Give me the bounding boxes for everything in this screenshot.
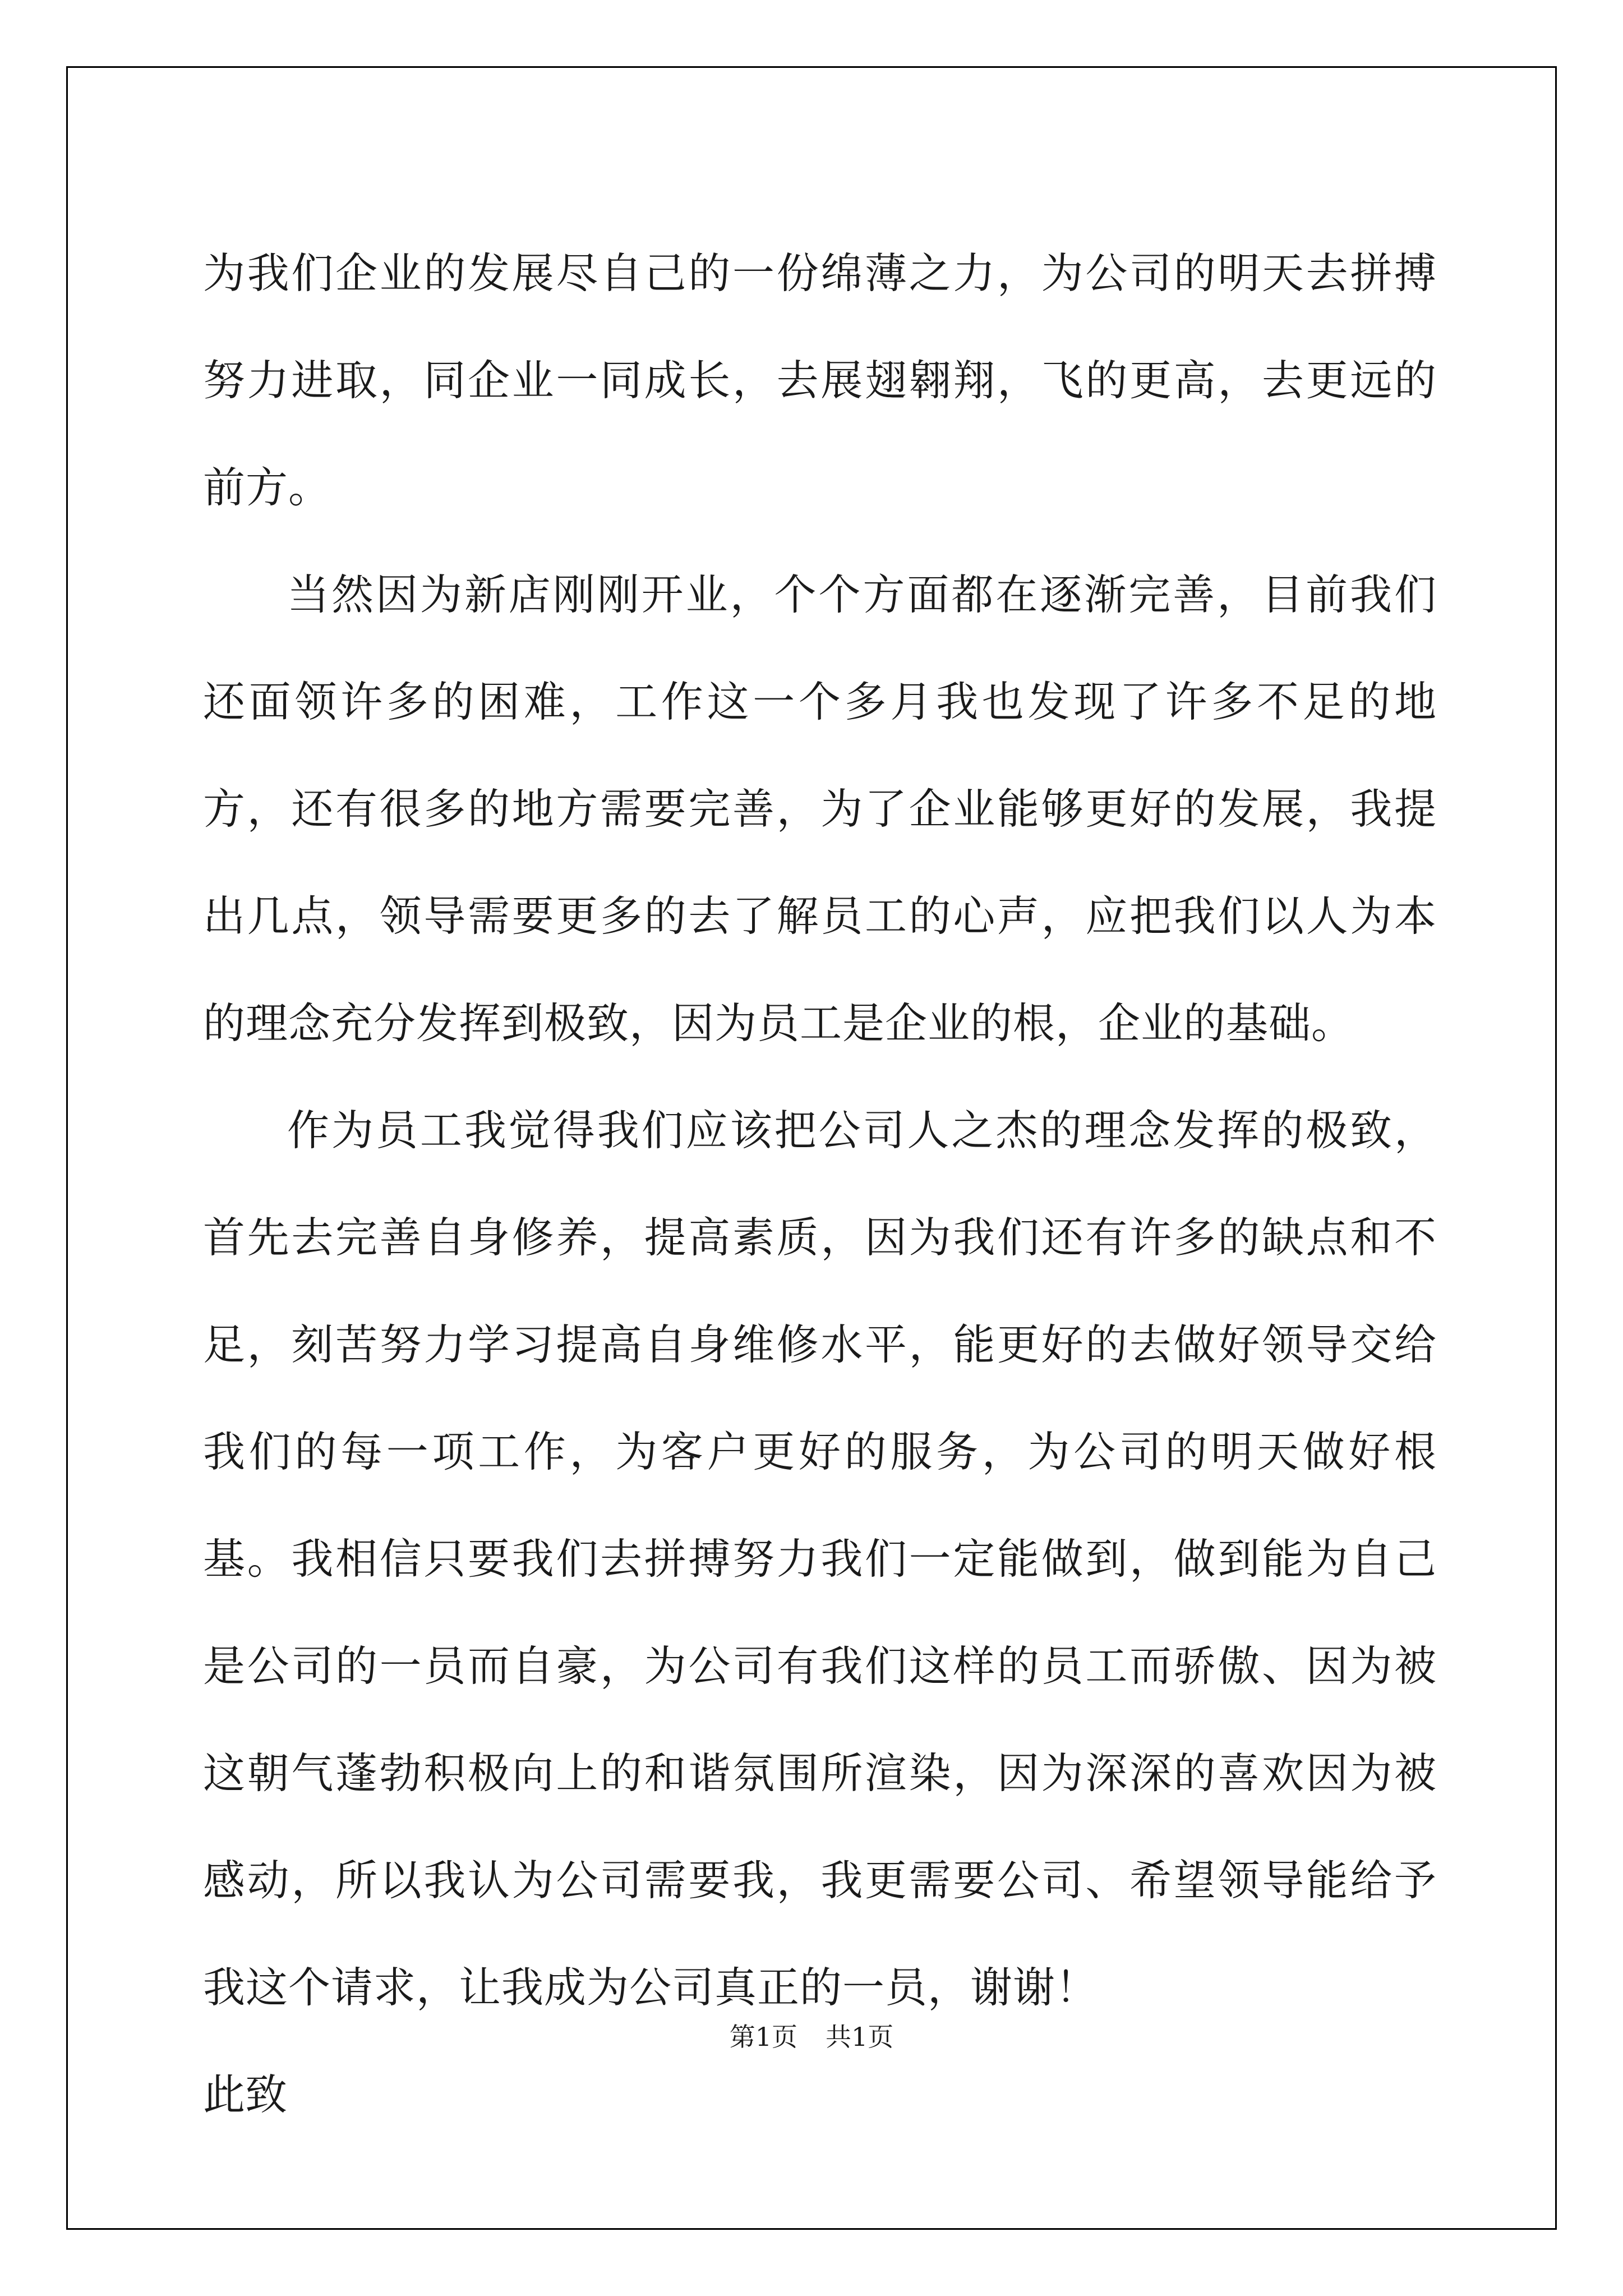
- closing-salutation: 此致: [203, 2070, 288, 2119]
- paragraph-3: 作为员工我觉得我们应该把公司人之杰的理念发挥的极致，首先去完善自身修养，提高素质，因为我们还有许多的缺点和不足，刻苦努力学习提高自身维修水平，能更好的去做好领导交给我们的每一项工作，为客户更好的服务，为公司的明天做好根基。我相信只要我们去拼搏努力我们一定能做到，做到能为自己是公司的一员而自豪，为公司有我们这样的员工而骄傲、因为被这朝气蓬勃积极向上的和谐氛围所渲染，因为深深的喜欢因为被感动，所以我认为公司需要我，我更需要公司、希望领导能给予我这个请求，让我成为公司真正的一员，谢谢！: [203, 1106, 1437, 2012]
- page-footer: [0, 2017, 1623, 2054]
- page-number-current: 第1页: [729, 2022, 797, 2052]
- paragraph-1: 为我们企业的发展尽自己的一份绵薄之力，为公司的明天去拼搏努力进取，同企业一同成长，去展翅翱翔，飞的更高，去更远的前方。: [203, 249, 1437, 512]
- page-number-total: 共1页: [826, 2022, 894, 2052]
- paragraph-2: 当然因为新店刚刚开业，个个方面都在逐渐完善，目前我们还面领许多的困难，工作这一个多月我也发现了许多不足的地方，还有很多的地方需要完善，为了企业能够更好的发展，我提出几点，领导需要更多的去了解员工的心声，应把我们以人为本的理念充分发挥到极致，因为员工是企业的根，企业的基础。: [203, 570, 1437, 1048]
- document-body: [203, 220, 1437, 2148]
